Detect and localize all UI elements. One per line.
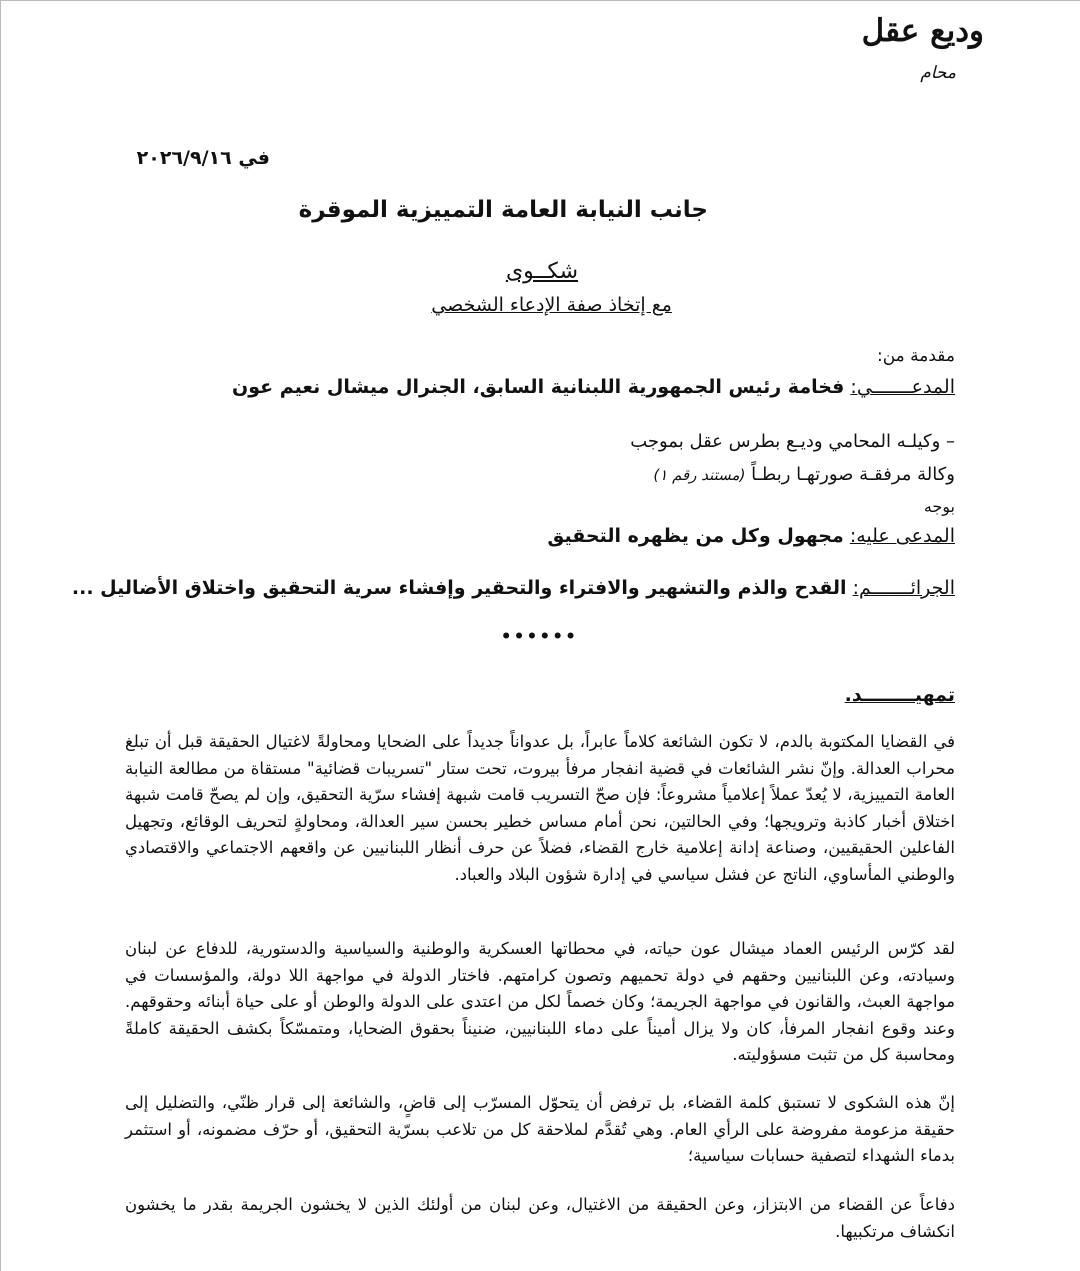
agent-line-1: – وكيلـه المحامي وديـع بطرس عقل بموجب	[630, 431, 955, 452]
document-subtitle: مع إتخاذ صفة الإدعاء الشخصي	[431, 294, 672, 316]
defendant-label: المدعى عليه:	[849, 525, 955, 547]
body-paragraph: لقد كرّس الرئيس العماد ميشال عون حياته، في محطاتها العسكرية والوطنية والسياسية والدستورية، للدفاع عن لبنان وسيادته، وعن اللبنانيين وحقهم في دولة تحميهم وتصون كرامتهم. فاختار الدولة في مواجهة اللا دولة، والمؤسسات في مواجهة العبث، والقانون في مواجهة الجريمة؛ وكان خصماً لكل من اعتدى على الدولة والوطن أو على حياة أبنائه وحقوقهم. وعند وقوع انفجار المرفأ، كان ولا يزال أميناً على دماء اللبنانيين، ضنيناً بحقوق الضحايا، ومتمسّكاً بكشف الحقيقة كاملةً ومحاسبة كل من تثبت مسؤوليته.	[125, 939, 955, 1064]
defendant-value: مجهول وكل من يظهره التحقيق	[547, 525, 844, 547]
lawyer-name: وديع عقل	[861, 13, 984, 49]
agent-power-of-attorney: وكالة مرفقـة صورتهـا ربطـاً	[751, 464, 955, 485]
body-paragraph: دفاعاً عن القضاء من الابتزاز، وعن الحقيقة من الاغتيال، وعن لبنان من أولئك الذين لا يخشون الجريمة بقدر ما يخشون انكشاف مرتكبيها.	[125, 1195, 955, 1241]
attachment-note: (مستند رقم ١)	[653, 466, 746, 484]
body-paragraph: إنّ هذه الشكوى لا تستبق كلمة القضاء، بل ترفض أن يتحوّل المسرّب إلى قاضٍ، والشائعة إلى قرار ظنّي، والتضليل إلى حقيقة مزعومة مفروضة على الرأي العام. وهي تُقدَّم لملاحقة كل من تلاعب بسرّية التحقيق، أو حرّف مضمونه، أو استثمر بدماء الشهداء لتصفية حسابات سياسية؛	[125, 1093, 955, 1165]
intro-heading: تمهيــــــــد.	[844, 684, 955, 706]
document-title: شكــوى	[505, 259, 578, 284]
charges-label: الجرائـــــــم:	[852, 577, 955, 599]
defendant-row	[547, 525, 955, 547]
against-label: بوجه	[923, 497, 955, 516]
plaintiff-row	[232, 376, 955, 398]
lawyer-title: محام	[920, 63, 956, 83]
addressee-heading: جانب النيابة العامة التمييزية الموقرة	[298, 197, 708, 223]
plaintiff-label: المدعـــــــي:	[850, 376, 955, 398]
charges-value: القدح والذم والتشهير والافتراء والتحقير وإفشاء سرية التحقيق واختلاق الأضاليل ...	[71, 577, 847, 599]
body-paragraph: في القضايا المكتوبة بالدم، لا تكون الشائعة كلاماً عابراً، بل عدواناً جديداً على الضحايا ومحاولةً لاغتيال الحقيقة قبل أن تبلغ محراب العدالة. وإنّ نشر الشائعات في قضية انفجار مرفأ بيروت، تحت ستار "تسريبات قضائية" مستقاة من مطالعة النيابة العامة التمييزية، لا يُعدّ عملاً إعلامياً مشروعاً: فإن صحّ التسريب قامت شبهة إفشاء سرّية التحقيق، وإن لم يصحّ قامت شبهة اختلاق أخبار كاذبة وترويجها؛ وفي الحالتين، نحن أمام مساس خطير بحسن سير العدالة، ومحاولةٍ لتحريف الوقائع، وتجهيل الفاعلين الحقيقيين، وصناعة إدانة إعلامية خارج القضاء، فضلاً عن حرف أنظار اللبنانيين عن واقعهم الاجتماعي والاقتصادي والوطني المأساوي، الناتج عن فشل سياسي في إدارة شؤون البلاد والعباد.	[125, 732, 955, 884]
presented-by-label: مقدمة من:	[876, 346, 955, 366]
agent-line-2	[653, 464, 955, 485]
charges-row	[72, 577, 955, 599]
plaintiff-value: فخامة رئيس الجمهورية اللبنانية السابق، الجنرال ميشال نعيم عون	[232, 376, 845, 398]
separator-dots: ••••••	[500, 627, 578, 647]
date-line: في ٢٠٢٦/٩/١٦	[136, 147, 270, 169]
